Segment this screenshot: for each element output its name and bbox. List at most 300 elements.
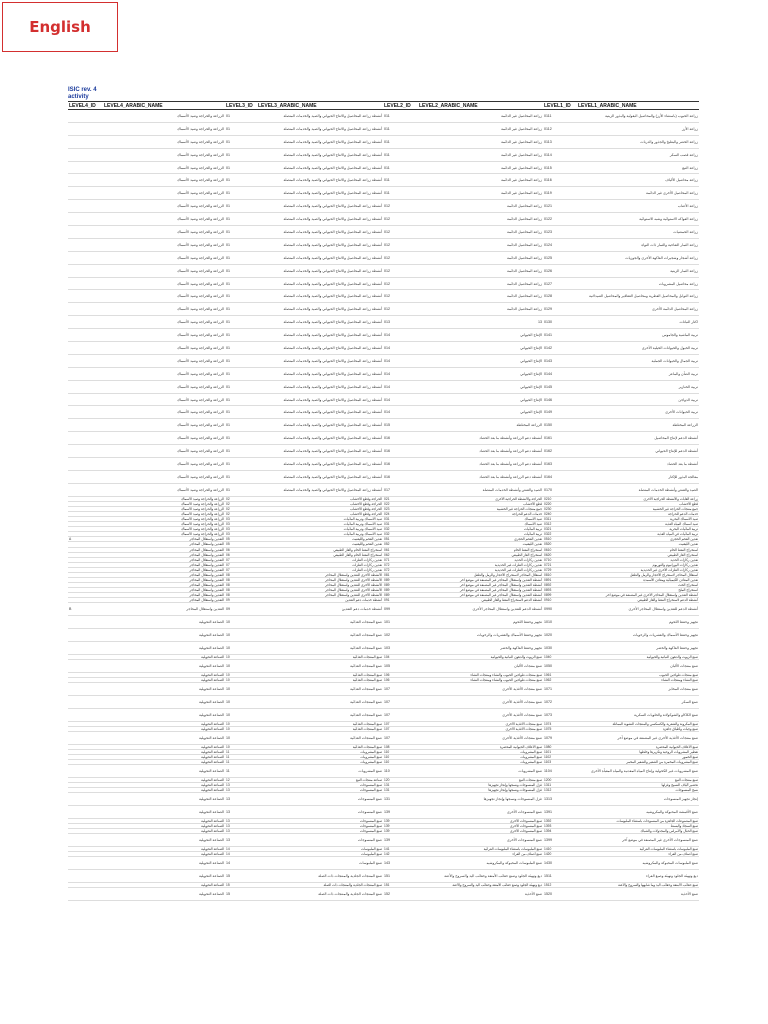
table-row <box>68 393 699 406</box>
level4-id-cell <box>68 122 103 135</box>
level1-arabic-name-cell: صنع السكر <box>577 695 699 708</box>
level3-arabic-name-cell: صنع المنتجات الجلدية والمنتجات ذات الصلة <box>257 883 383 888</box>
level1-id-cell: 1200 <box>543 777 577 782</box>
level3-id-cell: 13 <box>225 818 257 823</box>
level2-id-cell: 012 <box>383 290 418 303</box>
level3-id-cell: 01 <box>225 277 257 290</box>
level4-arabic-name-cell: الصناعة التحويلية <box>103 883 225 888</box>
level2-arabic-name-cell: الحراجة والأنشطة الحراجية الأخرى <box>418 496 543 501</box>
level4-id-cell <box>68 870 103 883</box>
level3-id-cell: 08 <box>225 577 257 582</box>
level2-arabic-name-cell: صيد الأسماك <box>418 522 543 527</box>
level3-arabic-name-cell: أنشطة زراعة المحاصيل والانتاج الحيواني والصيد والخدمات المتصلة <box>257 445 383 458</box>
level1-arabic-name-cell: تعدين ركازات اليورانيوم والثوريوم <box>577 562 699 567</box>
level2-arabic-name-cell: صنع منتجات التبغ <box>418 777 543 782</box>
level3-id-cell: 15 <box>225 888 257 901</box>
level2-arabic-name-cell: صنع منتجات الأغذية الأخرى <box>418 695 543 708</box>
table-row <box>68 213 699 226</box>
level3-id-cell: 13 <box>225 829 257 834</box>
table-row <box>68 683 699 696</box>
level4-arabic-name-cell: الزراعة والحراجة وصيد الأسماك <box>103 432 225 445</box>
level2-id-cell: 081 <box>383 572 418 577</box>
level2-arabic-name-cell: الزراعة المختلطة <box>418 419 543 432</box>
level3-arabic-name-cell: أنشطة خدمات دعم التعدين <box>257 603 383 616</box>
level2-id-cell: 089 <box>383 583 418 588</box>
level2-id-cell: 139 <box>383 818 418 823</box>
level4-arabic-name-cell: الزراعة والحراجة وصيد الأسماك <box>103 527 225 532</box>
level4-id-cell <box>68 174 103 187</box>
level2-id-cell: 141 <box>383 847 418 852</box>
level3-arabic-name-cell: أنشطة زراعة المحاصيل والانتاج الحيواني والصيد والخدمات المتصلة <box>257 264 383 277</box>
level4-id-cell <box>68 695 103 708</box>
level3-arabic-name-cell: الأنشطة الأخرى للتعدين واستغلال المحاجر <box>257 572 383 577</box>
column-header: LEVEL1_ID <box>543 102 577 110</box>
level3-id-cell: 05 <box>225 537 257 542</box>
level4-id-cell <box>68 187 103 200</box>
level1-id-cell: 0145 <box>543 380 577 393</box>
level1-id-cell: 0892 <box>543 583 577 588</box>
level3-arabic-name-cell: تعدين ركازات الفلزات <box>257 567 383 572</box>
level3-arabic-name-cell: تعدين ركازات الفلزات <box>257 557 383 562</box>
level3-arabic-name-cell: أنشطة زراعة المحاصيل والانتاج الحيواني والصيد والخدمات المتصلة <box>257 406 383 419</box>
level4-arabic-name-cell: الزراعة والحراجة وصيد الأسماك <box>103 238 225 251</box>
level2-arabic-name-cell: صنع الزيوت والدهون النباتية والحيوانية <box>418 654 543 659</box>
level1-arabic-name-cell: تربية الماشية والجاموس <box>577 329 699 342</box>
level1-arabic-name-cell: زراعة المحاصيل الدائمة الأخرى <box>577 303 699 316</box>
level1-id-cell: 1071 <box>543 683 577 696</box>
level3-id-cell: 01 <box>225 354 257 367</box>
level1-arabic-name-cell: زراعة أشجار وشجيرات الفاكهة الأخرى والجوزيات <box>577 251 699 264</box>
level2-arabic-name-cell: صنع منتجات الأغذية الأخرى <box>418 721 543 726</box>
level2-arabic-name-cell: الإنتاج الحيواني <box>418 354 543 367</box>
level3-id-cell: 10 <box>225 616 257 629</box>
level4-id-cell <box>68 264 103 277</box>
level1-arabic-name-cell: زراعة الأعناب <box>577 200 699 213</box>
level1-id-cell: 1394 <box>543 829 577 834</box>
level2-id-cell: 103 <box>383 642 418 655</box>
level2-id-cell: 110 <box>383 749 418 754</box>
level3-id-cell: 10 <box>225 695 257 708</box>
level1-id-cell: 0127 <box>543 277 577 290</box>
level3-arabic-name-cell: صيد الأسماك وتربية المائيات <box>257 517 383 522</box>
level2-id-cell: 014 <box>383 354 418 367</box>
level1-arabic-name-cell: صنع المشروبات غير الكحولية وإنتاج المياه المعدنية والمياه المعبأة الأخرى <box>577 765 699 778</box>
level4-arabic-name-cell: الزراعة والحراجة وصيد الأسماك <box>103 501 225 506</box>
level2-arabic-name-cell: أنشطة الدعم للتعدين واستغلال المحاجر الأخرى <box>418 603 543 616</box>
level4-arabic-name-cell: الزراعة والحراجة وصيد الأسماك <box>103 445 225 458</box>
level4-id-cell <box>68 277 103 290</box>
level4-arabic-name-cell: الزراعة والحراجة وصيد الأسماك <box>103 290 225 303</box>
level1-id-cell: 0114 <box>543 148 577 161</box>
level3-arabic-name-cell: أنشطة زراعة المحاصيل والانتاج الحيواني والصيد والخدمات المتصلة <box>257 251 383 264</box>
level1-id-cell: 0162 <box>543 445 577 458</box>
level4-id-cell <box>68 161 103 174</box>
level2-id-cell: 089 <box>383 593 418 598</box>
level3-arabic-name-cell: أنشطة زراعة المحاصيل والانتاج الحيواني والصيد والخدمات المتصلة <box>257 226 383 239</box>
level3-id-cell: 02 <box>225 506 257 511</box>
level1-id-cell: 0910 <box>543 598 577 603</box>
level2-id-cell: 142 <box>383 852 418 857</box>
level2-arabic-name-cell: الإنتاج الحيواني <box>418 367 543 380</box>
level4-id-cell <box>68 226 103 239</box>
level3-id-cell: 11 <box>225 760 257 765</box>
level1-arabic-name-cell: أنشطة الدعم لإنتاج المحاصيل <box>577 432 699 445</box>
level2-id-cell: 012 <box>383 213 418 226</box>
level4-arabic-name-cell: الصناعة التحويلية <box>103 754 225 759</box>
level3-id-cell: 08 <box>225 572 257 577</box>
level4-arabic-name-cell: الزراعة والحراجة وصيد الأسماك <box>103 135 225 148</box>
level1-id-cell: 0710 <box>543 557 577 562</box>
level4-arabic-name-cell: الصناعة التحويلية <box>103 642 225 655</box>
table-row <box>68 290 699 303</box>
level4-arabic-name-cell: الصناعة التحويلية <box>103 708 225 721</box>
level1-id-cell: 0115 <box>543 161 577 174</box>
level3-arabic-name-cell: الحراجة وقطع الأخشاب <box>257 501 383 506</box>
level1-id-cell: 1075 <box>543 726 577 731</box>
level4-id-cell <box>68 660 103 673</box>
level2-id-cell: 131 <box>383 788 418 793</box>
level4-arabic-name-cell: الصناعة التحويلية <box>103 726 225 731</box>
level1-arabic-name-cell: صنع المنسوجات الأخرى غير المصنفة في موضع آخر <box>577 834 699 847</box>
level2-id-cell: 062 <box>383 552 418 557</box>
level1-arabic-name-cell: اكثار النباتات <box>577 316 699 329</box>
level1-arabic-name-cell: خدمات الدعم للحراجة <box>577 511 699 516</box>
level1-id-cell: 0322 <box>543 532 577 537</box>
level3-id-cell: 01 <box>225 200 257 213</box>
level2-arabic-name-cell: زراعة المحاصيل الدائمة <box>418 277 543 290</box>
level3-id-cell: 03 <box>225 532 257 537</box>
level2-arabic-name-cell: أنشطة دعم الزراعة وأنشطة ما بعد الحصاد <box>418 432 543 445</box>
level2-arabic-name-cell: أنشطة التعدين واستغلال المحاجر غير المصنفة في موضع آخر <box>418 593 543 598</box>
level4-id-cell <box>68 354 103 367</box>
level3-arabic-name-cell: صنع الملبوسات <box>257 852 383 857</box>
level2-id-cell: 023 <box>383 506 418 511</box>
level3-id-cell: 11 <box>225 754 257 759</box>
column-header: LEVEL3_ARABIC_NAME <box>257 102 383 110</box>
level3-arabic-name-cell: صنع المنتجات الغذائية <box>257 708 383 721</box>
level4-arabic-name-cell: الصناعة التحويلية <box>103 857 225 870</box>
table-row <box>68 122 699 135</box>
level1-id-cell: 0163 <box>543 458 577 471</box>
level4-arabic-name-cell: التعدين واستغلال المحاجر <box>103 583 225 588</box>
level1-arabic-name-cell: زراعة قصب السكر <box>577 148 699 161</box>
level2-id-cell: 089 <box>383 588 418 593</box>
level3-arabic-name-cell: استخراج النفط الخام والغاز الطبيعي <box>257 552 383 557</box>
level3-arabic-name-cell: صنع المنسوجات <box>257 829 383 834</box>
level3-arabic-name-cell: صنع المنتجات الغذائية <box>257 677 383 682</box>
level2-id-cell: 022 <box>383 501 418 506</box>
level4-arabic-name-cell: الصناعة التحويلية <box>103 731 225 744</box>
level2-id-cell: 015 <box>383 419 418 432</box>
level1-arabic-name-cell: صنع منتجات التبغ <box>577 777 699 782</box>
level3-id-cell: 10 <box>225 660 257 673</box>
level1-id-cell: 1040 <box>543 654 577 659</box>
level1-id-cell: 0210 <box>543 496 577 501</box>
level2-id-cell: 061 <box>383 547 418 552</box>
level2-id-cell: 071 <box>383 557 418 562</box>
level4-id-cell: B <box>68 603 103 616</box>
level2-id-cell: 152 <box>383 888 418 901</box>
level4-arabic-name-cell: الزراعة والحراجة وصيد الأسماك <box>103 174 225 187</box>
level4-arabic-name-cell: الصناعة التحويلية <box>103 677 225 682</box>
level2-id-cell: 016 <box>383 445 418 458</box>
level1-id-cell: 1410 <box>543 847 577 852</box>
level2-arabic-name-cell: صنع منتجات الأغذية الأخرى <box>418 726 543 731</box>
level1-id-cell: 0321 <box>543 527 577 532</box>
level1-arabic-name-cell: نسج المنسوجات <box>577 788 699 793</box>
level2-id-cell: 012 <box>383 277 418 290</box>
level3-arabic-name-cell: أنشطة زراعة المحاصيل والانتاج الحيواني والصيد والخدمات المتصلة <box>257 148 383 161</box>
level2-arabic-name-cell: صنع الملبوسات باستثناء الملبوسات الفرائية <box>418 847 543 852</box>
level3-id-cell: 08 <box>225 583 257 588</box>
level2-arabic-name-cell: تجهيز وحفظ الفاكهة والخضر <box>418 642 543 655</box>
level4-id-cell <box>68 380 103 393</box>
level3-id-cell: 01 <box>225 110 257 123</box>
level3-id-cell: 13 <box>225 834 257 847</box>
level2-id-cell: 139 <box>383 829 418 834</box>
table-row <box>68 432 699 445</box>
level3-arabic-name-cell: أنشطة زراعة المحاصيل والانتاج الحيواني والصيد والخدمات المتصلة <box>257 277 383 290</box>
level1-arabic-name-cell: زراعة الخضر والبطيخ والجذور والدرنات <box>577 135 699 148</box>
level4-id-cell <box>68 793 103 806</box>
level4-id-cell <box>68 367 103 380</box>
level3-id-cell: 01 <box>225 122 257 135</box>
level1-arabic-name-cell: تربية الخنازير <box>577 380 699 393</box>
level3-arabic-name-cell: صنع المنتجات الغذائية <box>257 629 383 642</box>
level3-id-cell: 07 <box>225 562 257 567</box>
level1-id-cell: 1074 <box>543 721 577 726</box>
level3-id-cell: 10 <box>225 629 257 642</box>
table-row <box>68 329 699 342</box>
level1-arabic-name-cell: الزراعة المختلطة <box>577 419 699 432</box>
level3-arabic-name-cell: أنشطة زراعة المحاصيل والانتاج الحيواني والصيد والخدمات المتصلة <box>257 483 383 496</box>
level1-arabic-name-cell: تربية الحيوانات الأخرى <box>577 406 699 419</box>
level3-id-cell: 11 <box>225 749 257 754</box>
level1-id-cell: 1512 <box>543 883 577 888</box>
level2-id-cell: 011 <box>383 161 418 174</box>
level4-arabic-name-cell: التعدين واستغلال المحاجر <box>103 557 225 562</box>
level2-id-cell: 143 <box>383 857 418 870</box>
isic-activity-table <box>68 101 699 901</box>
level3-arabic-name-cell: أنشطة زراعة المحاصيل والانتاج الحيواني والصيد والخدمات المتصلة <box>257 303 383 316</box>
level2-arabic-name-cell: دبغ وتهيئة الجلود وصنع حقائب الأمتعة وحقائب اليد والسروج والأعنة <box>418 870 543 883</box>
level1-arabic-name-cell: صنع الأقمشة المحبوكة والمكروشيه <box>577 806 699 819</box>
table-row <box>68 695 699 708</box>
level4-id-cell <box>68 303 103 316</box>
level2-id-cell: 012 <box>383 303 418 316</box>
level2-id-cell: 131 <box>383 783 418 788</box>
level4-id-cell <box>68 708 103 721</box>
level2-arabic-name-cell: زراعة المحاصيل غير الدائمة <box>418 161 543 174</box>
level1-arabic-name-cell: الصيد والقنص وأنشطة الخدمات المتصلة <box>577 483 699 496</box>
level4-arabic-name-cell: التعدين واستغلال المحاجر <box>103 547 225 552</box>
level1-arabic-name-cell: صنع الأعلاف الحيوانية المحضرة <box>577 744 699 749</box>
level2-id-cell: 107 <box>383 726 418 731</box>
level2-arabic-name-cell: استخراج النفط الخام <box>418 547 543 552</box>
level4-id-cell <box>68 834 103 847</box>
level2-id-cell: 105 <box>383 660 418 673</box>
level2-arabic-name-cell: استخراج الغاز الطبيعي <box>418 552 543 557</box>
level4-id-cell <box>68 148 103 161</box>
table-row <box>68 629 699 642</box>
level2-arabic-name-cell: صنع منتجات طواحين الحبوب والنشاء ومنتجات النشاء <box>418 672 543 677</box>
level4-arabic-name-cell: الصناعة التحويلية <box>103 788 225 793</box>
level1-id-cell: 0146 <box>543 393 577 406</box>
level3-id-cell: 01 <box>225 213 257 226</box>
level3-id-cell: 10 <box>225 744 257 749</box>
level3-id-cell: 05 <box>225 542 257 547</box>
level3-id-cell: 01 <box>225 251 257 264</box>
level3-arabic-name-cell: صنع المنسوجات <box>257 818 383 823</box>
level3-id-cell: 13 <box>225 793 257 806</box>
level2-id-cell: 101 <box>383 616 418 629</box>
level4-arabic-name-cell: الزراعة والحراجة وصيد الأسماك <box>103 406 225 419</box>
level2-id-cell: 014 <box>383 342 418 355</box>
level3-arabic-name-cell: صنع المشروبات <box>257 754 383 759</box>
level1-id-cell: 0164 <box>543 470 577 483</box>
level1-arabic-name-cell: صنع المصنوعات الجاهزة من المنسوجات باستثناء الملبوسات <box>577 818 699 823</box>
level3-id-cell: 01 <box>225 329 257 342</box>
level2-arabic-name-cell: أنشطة التعدين واستغلال المحاجر غير المصنفة في موضع آخر <box>418 577 543 582</box>
level4-id-cell <box>68 329 103 342</box>
level2-id-cell: 014 <box>383 393 418 406</box>
level1-arabic-name-cell: زراعة الثمار التفاحية والثمار ذات النواة <box>577 238 699 251</box>
level2-id-cell: 014 <box>383 367 418 380</box>
level2-id-cell: 031 <box>383 522 418 527</box>
column-header: LEVEL2_ID <box>383 102 418 110</box>
level2-arabic-name-cell: صنع منتجات الأغذية الأخرى <box>418 683 543 696</box>
level4-arabic-name-cell: الزراعة والحراجة وصيد الأسماك <box>103 517 225 522</box>
level2-id-cell: 031 <box>383 517 418 522</box>
level3-id-cell: 14 <box>225 847 257 852</box>
level4-arabic-name-cell: الزراعة والحراجة وصيد الأسماك <box>103 110 225 123</box>
level1-arabic-name-cell: صنع وجبات وأطباق جاهزة <box>577 726 699 731</box>
level1-arabic-name-cell: صنع الأحذية <box>577 888 699 901</box>
level1-arabic-name-cell: صنع النشاء ومنتجات النشاء <box>577 677 699 682</box>
level2-arabic-name-cell: الإنتاج الحيواني <box>418 329 543 342</box>
level3-arabic-name-cell: صنع المنتجات الغذائية <box>257 672 383 677</box>
level4-arabic-name-cell: التعدين واستغلال المحاجر <box>103 537 225 542</box>
level4-arabic-name-cell: التعدين واستغلال المحاجر <box>103 572 225 577</box>
level3-arabic-name-cell: أنشطة زراعة المحاصيل والانتاج الحيواني والصيد والخدمات المتصلة <box>257 393 383 406</box>
level3-arabic-name-cell: الأنشطة الأخرى للتعدين واستغلال المحاجر <box>257 583 383 588</box>
level2-arabic-name-cell: زراعة المحاصيل الدائمة <box>418 251 543 264</box>
level3-arabic-name-cell: أنشطة زراعة المحاصيل والانتاج الحيواني والصيد والخدمات المتصلة <box>257 110 383 123</box>
level3-id-cell: 11 <box>225 765 257 778</box>
level3-arabic-name-cell: صنع المنتجات الغذائية <box>257 726 383 731</box>
level2-arabic-name-cell: الإنتاج الحيواني <box>418 342 543 355</box>
level3-id-cell: 02 <box>225 511 257 516</box>
level2-id-cell: 011 <box>383 148 418 161</box>
level1-id-cell: 1104 <box>543 765 577 778</box>
level1-arabic-name-cell: صنع المشروبات المخمرة من الشعير والشعير المخمر <box>577 760 699 765</box>
level2-arabic-name-cell: الإنتاج الحيواني <box>418 406 543 419</box>
level3-id-cell: 03 <box>225 517 257 522</box>
level2-arabic-name-cell: صنع المنسوجات الأخرى <box>418 824 543 829</box>
level3-arabic-name-cell: صيد الأسماك وتربية المائيات <box>257 532 383 537</box>
level2-id-cell: 107 <box>383 731 418 744</box>
level4-arabic-name-cell: الصناعة التحويلية <box>103 695 225 708</box>
level2-id-cell: 016 <box>383 470 418 483</box>
level2-id-cell: 052 <box>383 542 418 547</box>
level1-arabic-name-cell: تربية الدواجن <box>577 393 699 406</box>
level2-id-cell: 024 <box>383 511 418 516</box>
level4-arabic-name-cell: الزراعة والحراجة وصيد الأسماك <box>103 187 225 200</box>
level2-id-cell: 091 <box>383 598 418 603</box>
level3-id-cell: 13 <box>225 783 257 788</box>
level3-arabic-name-cell: أنشطة زراعة المحاصيل والانتاج الحيواني والصيد والخدمات المتصلة <box>257 380 383 393</box>
level3-id-cell: 07 <box>225 557 257 562</box>
level2-arabic-name-cell: تربية المائيات <box>418 532 543 537</box>
level3-id-cell: 09 <box>225 603 257 616</box>
level2-arabic-name-cell: صنع المنسوجات الأخرى <box>418 806 543 819</box>
level3-id-cell: 01 <box>225 226 257 239</box>
level1-id-cell: 0170 <box>543 483 577 496</box>
level2-id-cell: 107 <box>383 695 418 708</box>
level3-arabic-name-cell: أنشطة زراعة المحاصيل والانتاج الحيواني والصيد والخدمات المتصلة <box>257 329 383 342</box>
level1-id-cell: 0610 <box>543 547 577 552</box>
level2-arabic-name-cell: صنع أصناف من الفراء <box>418 852 543 857</box>
level1-id-cell: 1102 <box>543 754 577 759</box>
level2-arabic-name-cell: صنع الأحذية <box>418 888 543 901</box>
english-language-button[interactable]: English <box>2 2 118 52</box>
level3-id-cell: 10 <box>225 731 257 744</box>
level4-id-cell <box>68 110 103 123</box>
level2-arabic-name-cell: تجهيز وحفظ الأسماك والقشريات والرخويات <box>418 629 543 642</box>
level2-id-cell: 011 <box>383 187 418 200</box>
level4-arabic-name-cell: الصناعة التحويلية <box>103 818 225 823</box>
level2-arabic-name-cell: صنع المنسوجات الأخرى <box>418 818 543 823</box>
level4-arabic-name-cell: الزراعة والحراجة وصيد الأسماك <box>103 458 225 471</box>
level2-arabic-name-cell: صيد الأسماك <box>418 517 543 522</box>
level3-arabic-name-cell: صنع المنتجات الغذائية <box>257 654 383 659</box>
level4-id-cell <box>68 765 103 778</box>
level4-id-cell <box>68 683 103 696</box>
level3-arabic-name-cell: صنع المشروبات <box>257 749 383 754</box>
level1-arabic-name-cell: تعدين الفحم الحجري <box>577 537 699 542</box>
level1-arabic-name-cell: أنشطة الدعم لاستخراج النفط والغاز الطبيعي <box>577 598 699 603</box>
level1-arabic-name-cell: صيد الأسماك البحرية <box>577 517 699 522</box>
table-row <box>68 238 699 251</box>
level4-arabic-name-cell: التعدين واستغلال المحاجر <box>103 577 225 582</box>
level1-id-cell: 1420 <box>543 852 577 857</box>
level4-id-cell <box>68 629 103 642</box>
level4-arabic-name-cell: الصناعة التحويلية <box>103 870 225 883</box>
level1-arabic-name-cell: صنع الزيوت والدهون النباتية والحيوانية <box>577 654 699 659</box>
level3-id-cell: 13 <box>225 824 257 829</box>
level1-id-cell: 0141 <box>543 329 577 342</box>
level4-arabic-name-cell: الزراعة والحراجة وصيد الأسماك <box>103 303 225 316</box>
level2-arabic-name-cell: صنع الأعلاف الحيوانية المحضرة <box>418 744 543 749</box>
report-heading <box>68 87 97 101</box>
level3-id-cell: 01 <box>225 174 257 187</box>
level4-id-cell <box>68 238 103 251</box>
level1-id-cell: 0312 <box>543 522 577 527</box>
level4-arabic-name-cell: التعدين واستغلال المحاجر <box>103 603 225 616</box>
level3-id-cell: 14 <box>225 852 257 857</box>
table-row <box>68 616 699 629</box>
level2-arabic-name-cell: صنع المنسوجات الأخرى <box>418 829 543 834</box>
level1-id-cell: 1080 <box>543 744 577 749</box>
level3-arabic-name-cell: تعدين الفحم والليغنيت <box>257 537 383 542</box>
level1-arabic-name-cell: تربية المائيات البحرية <box>577 527 699 532</box>
level4-id-cell <box>68 888 103 901</box>
level3-id-cell: 01 <box>225 393 257 406</box>
level1-id-cell: 0899 <box>543 593 577 598</box>
table-row <box>68 380 699 393</box>
level3-arabic-name-cell: أنشطة زراعة المحاصيل والانتاج الحيواني والصيد والخدمات المتصلة <box>257 342 383 355</box>
level1-arabic-name-cell: صنع منتجات المخابز <box>577 683 699 696</box>
